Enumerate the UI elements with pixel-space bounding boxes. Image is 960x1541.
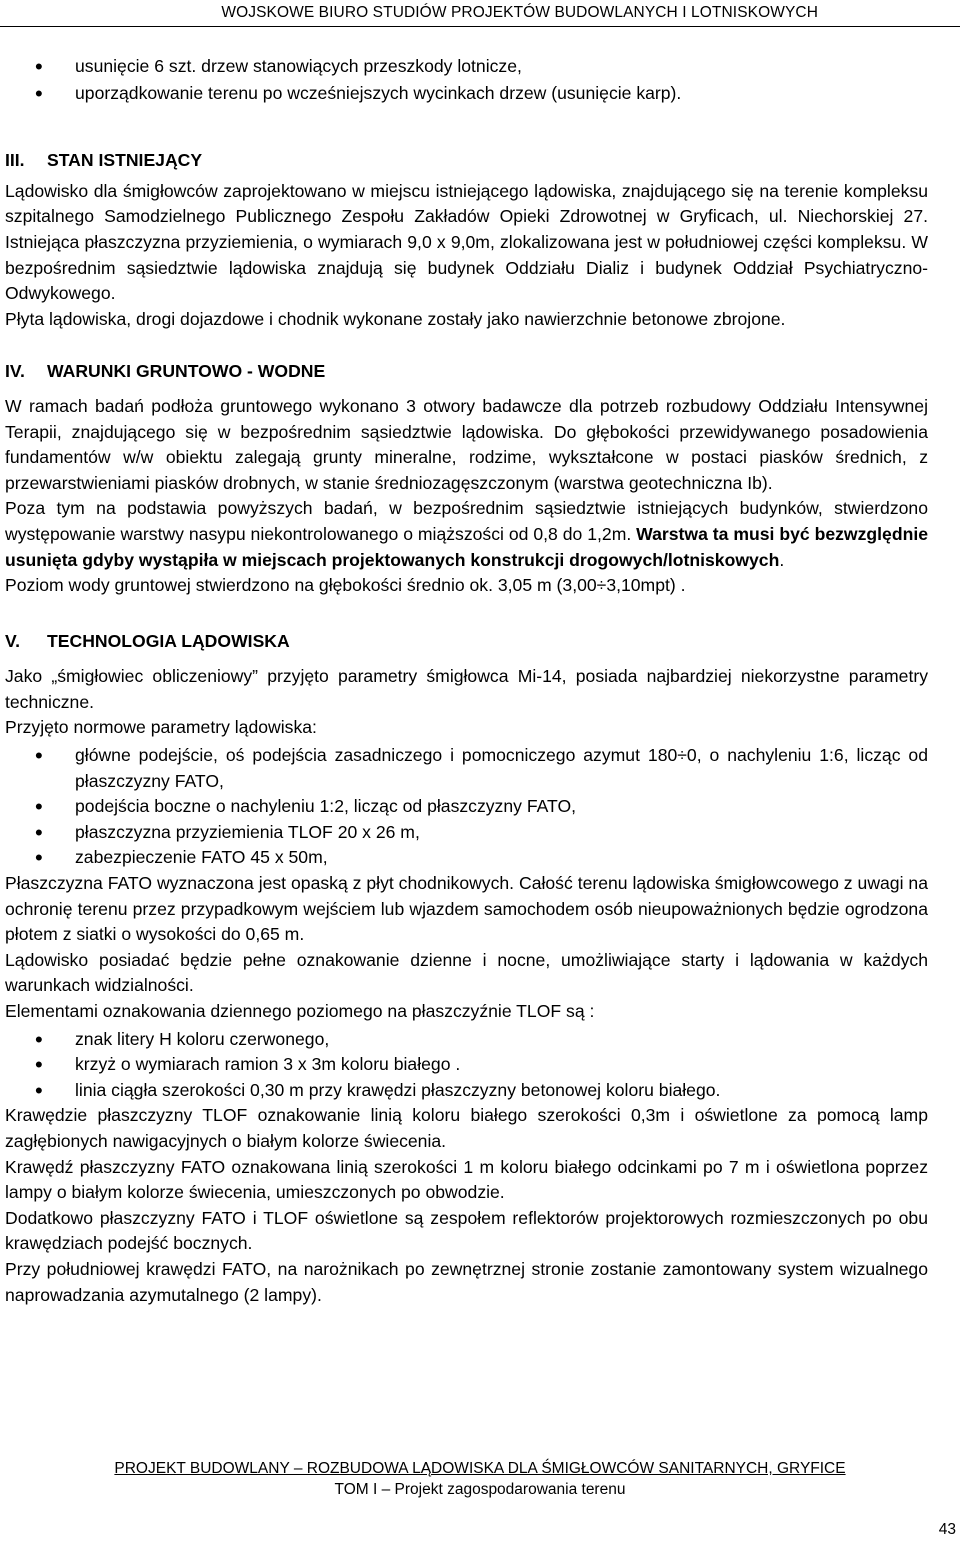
section-title: STAN ISTNIEJĄCY — [47, 150, 203, 171]
emphasis-text: Warstwa ta musi być bezwzględnie usunięta gdyby wystąpiła w miejscach projektowanych konstrukcji drogowych/lotniskowych — [5, 523, 928, 570]
section-3-heading — [5, 148, 928, 174]
paragraph — [5, 496, 928, 573]
list-item: • linia ciągła szerokości 0,30 m przy krawędzi płaszczyzny betonowej koloru białego. — [5, 1078, 928, 1104]
list-item: • krzyż o wymiarach ramion 3 x 3m koloru białego . — [5, 1052, 928, 1078]
paragraph: Poziom wody gruntowej stwierdzono na głębokości średnio ok. 3,05 m (3,00÷3,10mpt) . — [5, 575, 686, 596]
parameters-list — [5, 743, 928, 871]
list-item: • płaszczyzna przyziemienia TLOF 20 x 26 m, — [5, 820, 928, 846]
paragraph: Płyta lądowiska, drogi dojazdowe i chodnik wykonane zostały jako nawierzchnie betonowe zbrojone. — [5, 308, 786, 329]
section-5-heading — [5, 629, 928, 655]
paragraph: Płaszczyzna FATO wyznaczona jest opaską z płyt chodnikowych. Całość terenu lądowiska śmigłowcowego z uwagi na ochronię terenu przez przypadkowym wejściem lub wjazdem samochodem osób nieupoważnionych będzie ogrodzona płotem z siatki o wysokości do 0,65 m. — [5, 873, 928, 945]
document-body — [5, 54, 928, 1308]
paragraph: Lądowisko dla śmigłowców zaprojektowano w miejscu istniejącego lądowiska, znajdującego się na terenie kompleksu szpitalnego Samodzielnego Publicznego Zespołu Zakładów Opieki Zdrowotnej w Gryficach, ul. Niechorskiej 27. Istniejąca płaszczyzna przyziemienia, o wymiarach 9,0 x 9,0m, zlokalizowana jest w południowej części kompleksu. W bezpośrednim sąsiedztwie lądowiska znajdują się budynek Oddziału Dializ i budynek Oddział Psychiatryczno-Odwykowego. — [5, 180, 928, 304]
list-item: • uporządkowanie terenu po wcześniejszych wycinkach drzew (usunięcie karp). — [5, 81, 928, 107]
paragraph-text: Poza tym na podstawia powyższych badań, w bezpośrednim sąsiedztwie istniejących budynków, stwierdzono występowanie warstwy nasypu niekontrolowanego o miąższości od 0,8 do 1,2m. — [5, 498, 928, 544]
footer-project-title: PROJEKT BUDOWLANY – ROZBUDOWA LĄDOWISKA DLA ŚMIGŁOWCÓW SANITARNYCH, GRYFICE — [114, 1460, 846, 1477]
list-item: • podejścia boczne o nachyleniu 1:2, licząc od płaszczyzny FATO, — [5, 794, 928, 820]
page-header — [0, 4, 960, 22]
list-item: • usunięcie 6 szt. drzew stanowiących przeszkody lotnicze, — [5, 54, 928, 80]
header-divider — [0, 26, 960, 27]
paragraph: Lądowisko posiadać będzie pełne oznakowanie dzienne i nocne, umożliwiające starty i lądowania w każdych warunkach widzialności. — [5, 949, 928, 996]
paragraph: Krawędzie płaszczyzny TLOF oznakowanie linią koloru białego szerokości 0,3m i oświetlone za pomocą lamp zagłębionych nawigacyjnych o białym kolorze świecenia. — [5, 1105, 928, 1151]
page-number: 43 — [938, 1521, 956, 1538]
paragraph: W ramach badań podłoża gruntowego wykonano 3 otwory badawcze dla potrzeb rozbudowy Oddziału Intensywnej Terapii, znajdującego się w bezpośrednim sąsiedztwie lądowiska. Do głębokości przewidywanego posadowienia fundamentów w/w obiektu zalegają grunty mineralne, rodzime, wykształcone w postaci piasków średnich, z przewarstwieniami piasków drobnych, w stanie średniozagęszczonym (warstwa geotechniczna Ib). — [5, 395, 928, 493]
section-title: WARUNKI GRUNTOWO - WODNE — [47, 361, 326, 382]
section-number: III. — [5, 150, 25, 171]
section-4-heading — [5, 359, 928, 385]
header-title: WOJSKOWE BIURO STUDIÓW PROJEKTÓW BUDOWLANYCH I LOTNISKOWYCH — [221, 4, 818, 21]
list-item: • główne podejście, oś podejścia zasadniczego i pomocniczego azymut 180÷0, o nachyleniu 1:6, licząc od płaszczyzny FATO, — [5, 743, 928, 794]
list-item: • zabezpieczenie FATO 45 x 50m, — [5, 845, 928, 871]
section-title: TECHNOLOGIA LĄDOWISKA — [47, 630, 290, 651]
paragraph: Przy południowej krawędzi FATO, na narożnikach po zewnętrznej stronie zostanie zamontowany system wizualnego naprowadzania azymutalnego (2 lampy). — [5, 1258, 928, 1305]
paragraph: Dodatkowo płaszczyzny FATO i TLOF oświetlone są zespołem reflektorów projektorowych rozmieszczonych po obu krawędziach podejść bocznych. — [5, 1207, 928, 1254]
paragraph: Przyjęto normowe parametry lądowiska: — [5, 717, 317, 738]
section-number: V. — [5, 630, 21, 651]
paragraph: Krawędź płaszczyzny FATO oznakowana linią szerokości 1 m koloru białego odcinkami po 7 m i oświetlona poprzez lampy o białym kolorze świecenia, umieszczonych po obwodzie. — [5, 1156, 928, 1203]
intro-list — [5, 54, 928, 106]
marking-list — [5, 1027, 928, 1104]
paragraph-end: . — [779, 549, 785, 570]
paragraph: Elementami oznakowania dziennego poziomego na płaszczyźnie TLOF są : — [5, 1001, 595, 1021]
footer-volume-title: TOM I – Projekt zagospodarowania terenu — [334, 1481, 626, 1498]
list-item: • znak litery H koloru czerwonego, — [5, 1027, 928, 1053]
paragraph: Jako „śmigłowiec obliczeniowy” przyjęto parametry śmigłowca Mi-14, posiada najbardziej niekorzystne parametry techniczne. — [5, 666, 928, 712]
section-number: IV. — [5, 361, 25, 382]
